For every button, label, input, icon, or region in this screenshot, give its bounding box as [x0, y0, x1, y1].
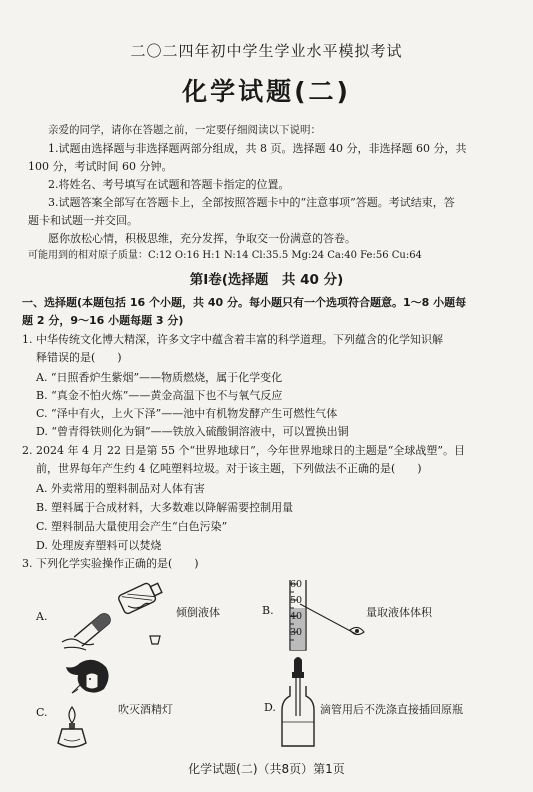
fig-c-caption: 吹灭酒精灯	[118, 703, 173, 716]
fig-d-caption: 滴管用后不洗涤直接插回原瓶	[320, 703, 463, 716]
section-intro-line-2: 题 2 分，9～16 小题每题 3 分)	[22, 314, 184, 327]
q1-stem-line-1: 1. 中华传统文化博大精深，许多文字中蕴含着丰富的科学道理。下列蕴含的化学知识解	[22, 333, 443, 346]
q2-option-d: D. 处理废弃塑料可以焚烧	[36, 539, 162, 552]
q1-option-c: C. “泽中有火，上火下泽”——池中有机物发酵产生可燃性气体	[36, 407, 338, 420]
exam-name: 二〇二四年初中学生学业水平模拟考试	[130, 42, 403, 60]
section-title: 第Ⅰ卷(选择题 共 40 分)	[189, 272, 344, 288]
q3-stem: 3. 下列化学实验操作正确的是( )	[22, 557, 199, 570]
section-intro-line-1: 一、选择题(本题包括 16 个小题，共 40 分。每小题只有一个选项符合题意。1～8 小题每	[22, 296, 467, 309]
instruction-1-line-1: 1.试题由选择题与非选择题两部分组成，共 8 页。选择题 40 分，非选择题 60 分，共	[48, 142, 467, 155]
q1-option-a: A. “日照香炉生紫烟”——物质燃烧，属于化学变化	[36, 371, 283, 384]
pouring-liquid-illustration	[58, 578, 178, 658]
q2-option-a: A. 外卖常用的塑料制品对人体有害	[36, 482, 205, 495]
fig-b-caption: 量取液体体积	[366, 606, 432, 619]
wish-line: 愿你放松心情，积极思维，充分发挥，争取交一份满意的答卷。	[48, 232, 356, 245]
paper-title: 化学试题(二)	[182, 77, 351, 106]
tick-label-60: 60	[290, 579, 303, 590]
fig-c-letter: C.	[36, 706, 48, 719]
tick-label-40: 40	[290, 611, 303, 622]
greeting: 亲爱的同学，请你在答题之前，一定要仔细阅读以下说明：	[48, 124, 321, 136]
q1-option-b: B. “真金不怕火炼”——黄金高温下也不与氧气反应	[36, 389, 283, 402]
q2-stem-line-2: 前，世界每年产生约 4 亿吨塑料垃圾。对于该主题，下列做法不正确的是( )	[36, 462, 422, 475]
fig-b-letter: B.	[262, 604, 274, 617]
q1-option-d: D. “曾青得铁则化为铜”——铁放入硫酸铜溶液中，可以置换出铜	[36, 425, 349, 438]
q1-stem-line-2: 释错误的是( )	[36, 351, 122, 364]
tick-label-50: 50	[290, 595, 303, 606]
page-footer: 化学试题(二)（共8页）第1页	[188, 762, 345, 776]
instruction-1-line-2: 100 分，考试时间 60 分钟。	[28, 160, 173, 173]
tick-label-30: 30	[290, 627, 303, 638]
dropper-bottle-illustration	[278, 656, 318, 752]
q2-stem-line-1: 2. 2024 年 4 月 22 日是第 55 个“世界地球日”，今年世界地球日的主题是“全球战塑”。目	[22, 444, 465, 457]
fig-d-letter: D.	[264, 701, 276, 714]
atomic-masses: 可能用到的相对原子质量：C:12 O:16 H:1 N:14 Cl:35.5 Mg:24 Ca:40 Fe:56 Cu:64	[28, 250, 422, 261]
q2-option-b: B. 塑料属于合成材料，大多数难以降解需要控制用量	[36, 501, 294, 514]
instruction-3-line-2: 题卡和试题一并交回。	[28, 214, 138, 227]
q2-option-c: C. 塑料制品大量使用会产生“白色污染”	[36, 520, 228, 533]
alcohol-lamp-illustration	[50, 655, 120, 751]
fig-a-letter: A.	[36, 610, 48, 623]
instruction-3-line-1: 3.试题答案全部写在答题卡上，全部按照答题卡中的“注意事项”答题。考试结束，答	[48, 196, 455, 209]
instruction-2: 2.将姓名、考号填写在试题和答题卡指定的位置。	[48, 178, 290, 191]
fig-a-caption: 倾倒液体	[176, 606, 220, 619]
